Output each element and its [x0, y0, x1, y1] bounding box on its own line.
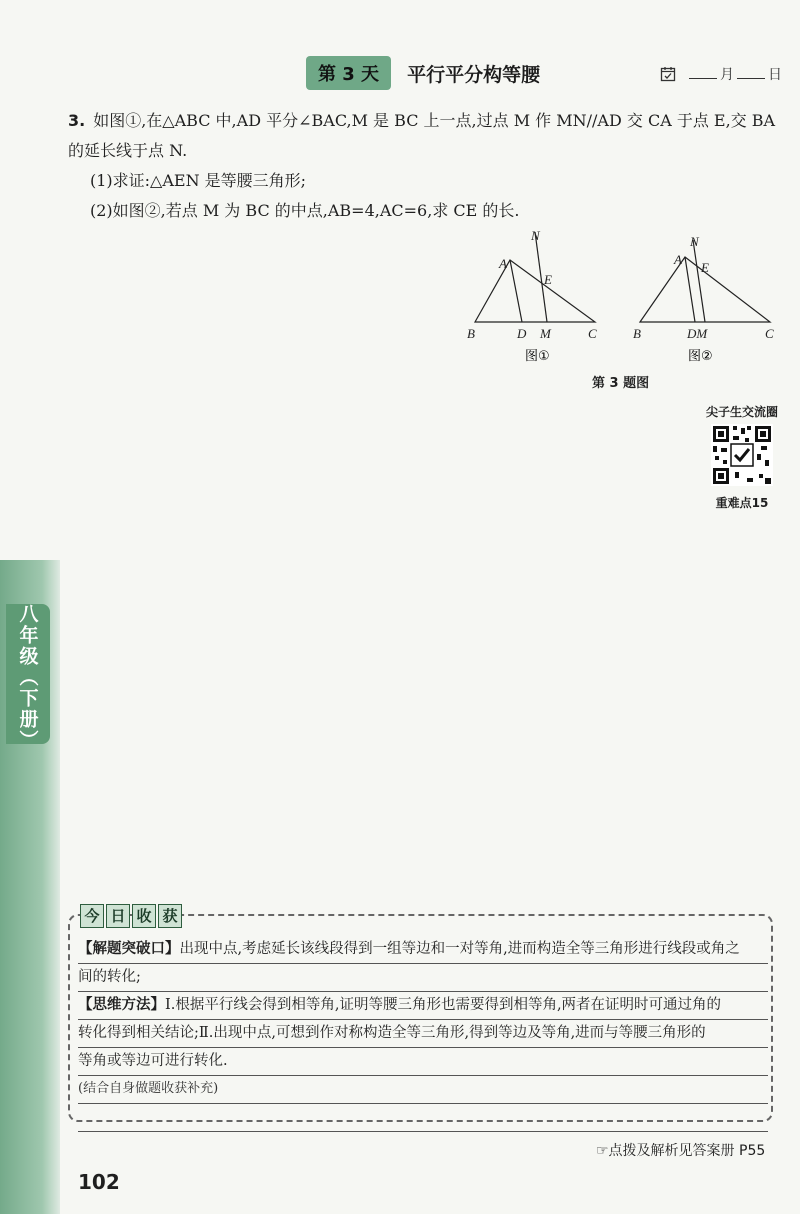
gain-text: Ⅰ.根据平行线会得到相等角,证明等腰三角形也需要得到相等角,两者在证明时可通过角的: [165, 997, 722, 1013]
fig1-label-m: M: [540, 326, 551, 341]
qr-code-icon[interactable]: [711, 424, 773, 486]
gain-tag: 【思维方法】: [78, 997, 165, 1013]
gain-line: [78, 964, 768, 992]
figure-2: [640, 240, 770, 322]
calendar-check-icon: [660, 66, 676, 82]
gain-text: 出现中点,考虑延长该线段得到一组等边和一对等角,进而构造全等三角形进行线段或角之: [179, 941, 740, 957]
problem-number: 3.: [68, 111, 86, 130]
problem-part2: (2)如图②,若点 M 为 BC 的中点,AB=4,AC=6,求 CE 的长.: [90, 201, 520, 220]
gain-text: 间的转化;: [78, 969, 141, 985]
grade-tab: 八年级（下册）: [6, 604, 50, 744]
problem-3: [68, 106, 778, 226]
fig1-label-e: E: [544, 272, 552, 287]
gain-title-char: 获: [158, 904, 182, 928]
fig1-label-b: B: [467, 326, 475, 341]
fig2-label-dm: DM: [687, 326, 708, 341]
problem-part1: (1)求证:△AEN 是等腰三角形;: [90, 171, 307, 190]
month-label: 月: [720, 67, 734, 83]
problem-stem-line2: 的延长线于点 N.: [68, 141, 188, 160]
gain-title-char: 今: [80, 904, 104, 928]
fig1-label-a: A: [499, 256, 507, 271]
gain-line: [78, 936, 768, 964]
gain-tag: 【解题突破口】: [78, 941, 180, 957]
gain-text: (结合自身做题收获补充): [78, 1081, 219, 1096]
day-label: 日: [768, 67, 782, 83]
figure-1: [475, 232, 595, 322]
day-blank[interactable]: [737, 64, 765, 79]
qr-caption: 重难点15: [715, 496, 769, 510]
gain-line: [78, 1020, 768, 1048]
gain-text: 等角或等边可进行转化.: [78, 1053, 228, 1069]
fig1-label-c: C: [588, 326, 597, 341]
problem-stem-line1: 如图①,在△ABC 中,AD 平分∠BAC,M 是 BC 上一点,过点 M 作 MN//AD 交 CA 于点 E,交 BA: [93, 111, 776, 130]
gain-line-blank[interactable]: [78, 1104, 768, 1132]
page-header: [306, 56, 540, 90]
figures-svg: [455, 222, 795, 372]
gain-line: [78, 1048, 768, 1076]
page-title: 平行平分构等腰: [407, 63, 541, 86]
fig2-label-c: C: [765, 326, 774, 341]
gain-text: 转化得到相关结论;Ⅱ.出现中点,可想到作对称构造全等三角形,得到等边及等角,进而与等腰三角形的: [78, 1025, 706, 1041]
qr-block: [692, 403, 792, 511]
fig2-label-a: A: [674, 252, 682, 267]
answer-reference: ☞点拨及解析见答案册 P55: [596, 1143, 766, 1159]
gain-title-char: 日: [106, 904, 130, 928]
gain-line: [78, 992, 768, 1020]
month-blank[interactable]: [689, 64, 717, 79]
gain-title-char: 收: [132, 904, 156, 928]
gain-title: [80, 904, 182, 928]
fig2-caption: 图②: [688, 349, 713, 364]
gain-line[interactable]: [78, 1076, 768, 1104]
gain-lines: [78, 936, 768, 1132]
page-number: 102: [78, 1170, 120, 1194]
day-badge: 第 3 天: [306, 56, 391, 90]
fig2-label-b: B: [633, 326, 641, 341]
fig1-label-n: N: [531, 228, 540, 243]
date-field: [660, 64, 782, 84]
fig1-label-d: D: [517, 326, 527, 341]
fig2-label-e: E: [701, 260, 709, 275]
fig2-label-n: N: [690, 234, 699, 249]
figures-title: 第 3 题图: [592, 376, 650, 391]
qr-label: 尖子生交流圈: [705, 405, 778, 419]
fig1-caption: 图①: [525, 349, 550, 364]
